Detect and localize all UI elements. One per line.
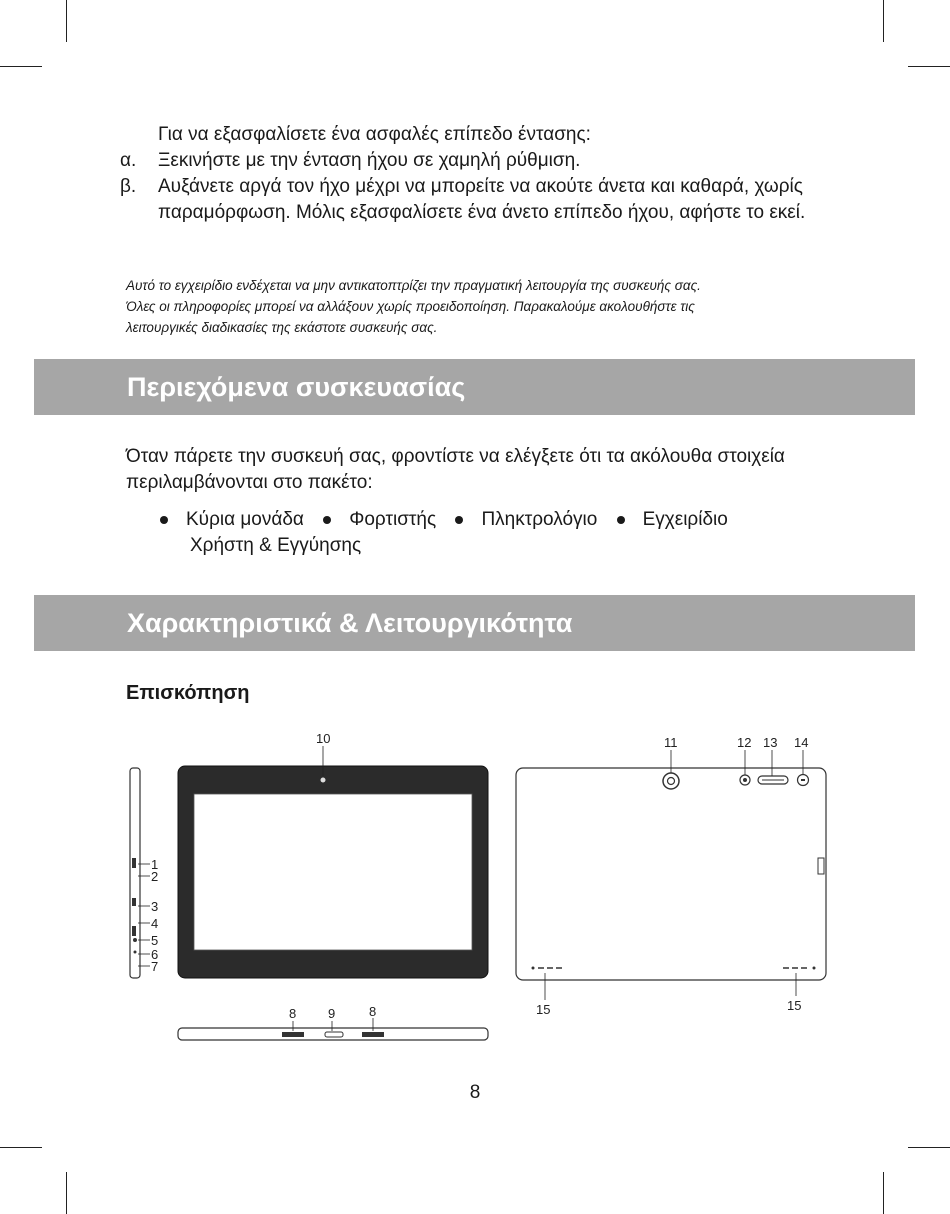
section-heading-features: Χαρακτηριστικά & Λειτουργικότητα [34, 595, 915, 651]
tablet-bottom-view [178, 1028, 488, 1040]
crop-mark [908, 66, 950, 67]
callout-label: 5 [151, 933, 159, 948]
tablet-back-view [516, 768, 826, 980]
crop-mark [883, 1172, 884, 1214]
crop-mark [0, 1147, 42, 1148]
intro-lead: Για να εξασφαλίσετε ένα ασφαλές επίπεδο έντασης: [158, 124, 591, 145]
callout-label: 11 [664, 735, 678, 750]
tablet-front-view [178, 766, 488, 978]
list-item: α. Ξεκινήστε με την ένταση ήχου σε χαμηλή ρύθμιση. [120, 150, 581, 171]
callout-label: 9 [328, 1006, 336, 1021]
bullet-icon [455, 516, 463, 524]
callout-label: 8 [369, 1004, 377, 1019]
list-item-continuation: Χρήστη & Εγγύησης [190, 535, 362, 556]
callout-label: 10 [316, 731, 331, 746]
tablet-side-view [130, 768, 140, 978]
page-number: 8 [469, 1082, 481, 1103]
callout-label: 1 [151, 857, 159, 872]
callout-label: 15 [787, 998, 802, 1013]
callout-label: 8 [289, 1006, 297, 1021]
package-intro-text: Όταν πάρετε την συσκευή σας, φροντίστε να ελέγξετε ότι τα ακόλουθα στοιχεία περιλαμβάνονται στο πακέτο: [126, 446, 785, 493]
disclaimer: Αυτό το εγχειρίδιο ενδέχεται να μην αντικατοπτρίζει την πραγματική λειτουργία της συσκευής σας. Όλες οι πληροφορίες μπορεί να αλλάξουν χωρίς προειδοποίηση. Παρακαλούμε ακολουθήστε τις λειτουργικές διαδικασίες της εκάστοτε συσκευής σας. [126, 278, 701, 335]
list-item: β. Αυξάνετε αργά τον ήχο μέχρι να μπορείτε να ακούτε άνετα και καθαρά, χωρίς παραμόρφωση. Μόλις εξασφαλίσετε ένα άνετο επίπεδο ήχου, αφήστε το εκεί. [120, 176, 806, 223]
tablet-overview-diagram [120, 728, 840, 1058]
crop-mark [66, 0, 67, 42]
overview-heading: Επισκόπηση [126, 682, 250, 704]
crop-mark [66, 1172, 67, 1214]
callout-label: 15 [536, 1002, 551, 1017]
crop-mark [883, 0, 884, 42]
callout-label: 3 [151, 899, 159, 914]
list-item: Κύρια μονάδα [186, 509, 304, 530]
volume-instructions [120, 122, 840, 226]
callout-label: 13 [763, 735, 778, 750]
list-item: Πληκτρολόγιο [481, 509, 598, 530]
package-items-list [160, 507, 810, 559]
callout-label: 14 [794, 735, 809, 750]
bullet-icon [617, 516, 625, 524]
callout-label: 4 [151, 916, 159, 931]
list-item: Εγχειρίδιο [642, 509, 728, 530]
callout-label: 12 [737, 735, 752, 750]
crop-mark [0, 66, 42, 67]
bullet-icon [160, 516, 168, 524]
callout-label: 2 [151, 869, 159, 884]
crop-mark [908, 1147, 950, 1148]
list-item: Φορτιστής [349, 509, 437, 530]
callout-label: 7 [151, 959, 159, 974]
bullet-icon [323, 516, 331, 524]
section-heading-package-contents: Περιεχόμενα συσκευασίας [34, 359, 915, 415]
callout-label: 6 [151, 947, 159, 962]
